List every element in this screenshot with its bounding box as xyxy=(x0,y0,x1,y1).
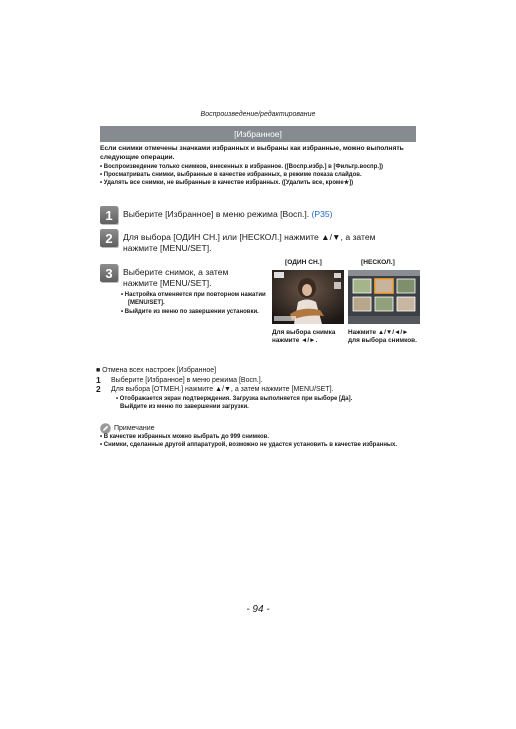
note-item: • В качестве избранных можно выбрать до 999 снимков. xyxy=(100,434,270,440)
cancel-step-number: 1 xyxy=(96,374,101,385)
multi-label: [НЕСКОЛ.] xyxy=(361,259,395,266)
note-item: • Снимки, сделанные другой аппаратурой, возможно не удастся установить в качестве избранных. xyxy=(100,442,398,448)
cancel-step-number: 2 xyxy=(96,384,101,394)
step-2 xyxy=(100,229,410,254)
thumbnail-grid xyxy=(348,270,420,324)
step-3-text: Выберите снимок, а затем нажмите [MENU/SET]. xyxy=(123,267,229,288)
single-photo-screen xyxy=(272,270,344,324)
single-caption: Для выбора снимка нажмите ◄/►. xyxy=(272,329,336,345)
cancel-notes xyxy=(96,395,426,411)
step-number-badge: 1 xyxy=(100,206,118,224)
intro-bullet: • Удалять все снимки, не выбранные в качестве избранных. ([Удалить все, кроме★]) xyxy=(100,180,354,187)
cancel-step-text: Для выбора [ОТМЕН.] нажмите ▲/▼, а затем нажмите [MENU/SET]. xyxy=(111,386,334,393)
step-1 xyxy=(100,206,333,224)
step-2-text: Для выбора [ОДИН СН.] или [НЕСКОЛ.] нажмите ▲/▼, а затем нажмите [MENU/SET]. xyxy=(123,232,376,253)
intro-block xyxy=(100,145,418,187)
intro-bullet: • Просматривать снимки, выбранные в качестве избранных, в режиме показа слайдов. xyxy=(100,172,362,179)
step-number-badge: 3 xyxy=(100,264,118,282)
multi-photo-screen xyxy=(348,270,420,324)
cancel-step-text: Выберите [Избранное] в меню режима [Восп.]. xyxy=(111,376,263,384)
note-title: Примечание xyxy=(114,425,155,432)
page-link[interactable]: (P35) xyxy=(311,209,333,219)
page-number: - 94 - xyxy=(246,604,270,615)
step-3-notes xyxy=(121,292,271,317)
cancel-note: • Отображается экран подтверждения. Загрузка выполняется при выборе [Да]. xyxy=(116,395,353,402)
intro-bullet: • Воспроизведение только снимков, внесенных в избранное. ([Воспр.избр.] в [Фильтр.воспр.]) xyxy=(100,164,383,171)
guitarist-photo xyxy=(272,270,344,324)
step-1-text: Выберите [Избранное] в меню режима [Восп.]. xyxy=(123,209,310,219)
cancel-note: Выйдите из меню по завершении загрузки. xyxy=(120,403,249,410)
step-note: • Настройка отменяется при повторном нажатии [MENU/SET]. xyxy=(121,292,266,306)
step-text xyxy=(123,206,333,224)
note-list xyxy=(100,433,420,449)
step-3 xyxy=(100,264,260,289)
single-label: [ОДИН СН.] xyxy=(285,259,322,266)
cancel-step xyxy=(96,376,426,386)
multi-caption: Нажмите ▲/▼/◄/► для выбора снимков. xyxy=(348,329,417,345)
step-note: • Выйдите из меню по завершении установки. xyxy=(121,308,259,315)
cancel-step xyxy=(96,385,426,395)
page-header: Воспроизведение/редактирование xyxy=(200,111,316,118)
section-title: [Избранное] xyxy=(100,126,416,142)
cancel-section xyxy=(96,366,426,411)
cancel-title: ■ Отмена всех настроек [Избранное] xyxy=(96,367,217,374)
intro-text: Если снимки отмечены значками избранных и выбраны как избранные, можно выполнять следующие операции. xyxy=(100,145,404,161)
step-number-badge: 2 xyxy=(100,229,118,247)
